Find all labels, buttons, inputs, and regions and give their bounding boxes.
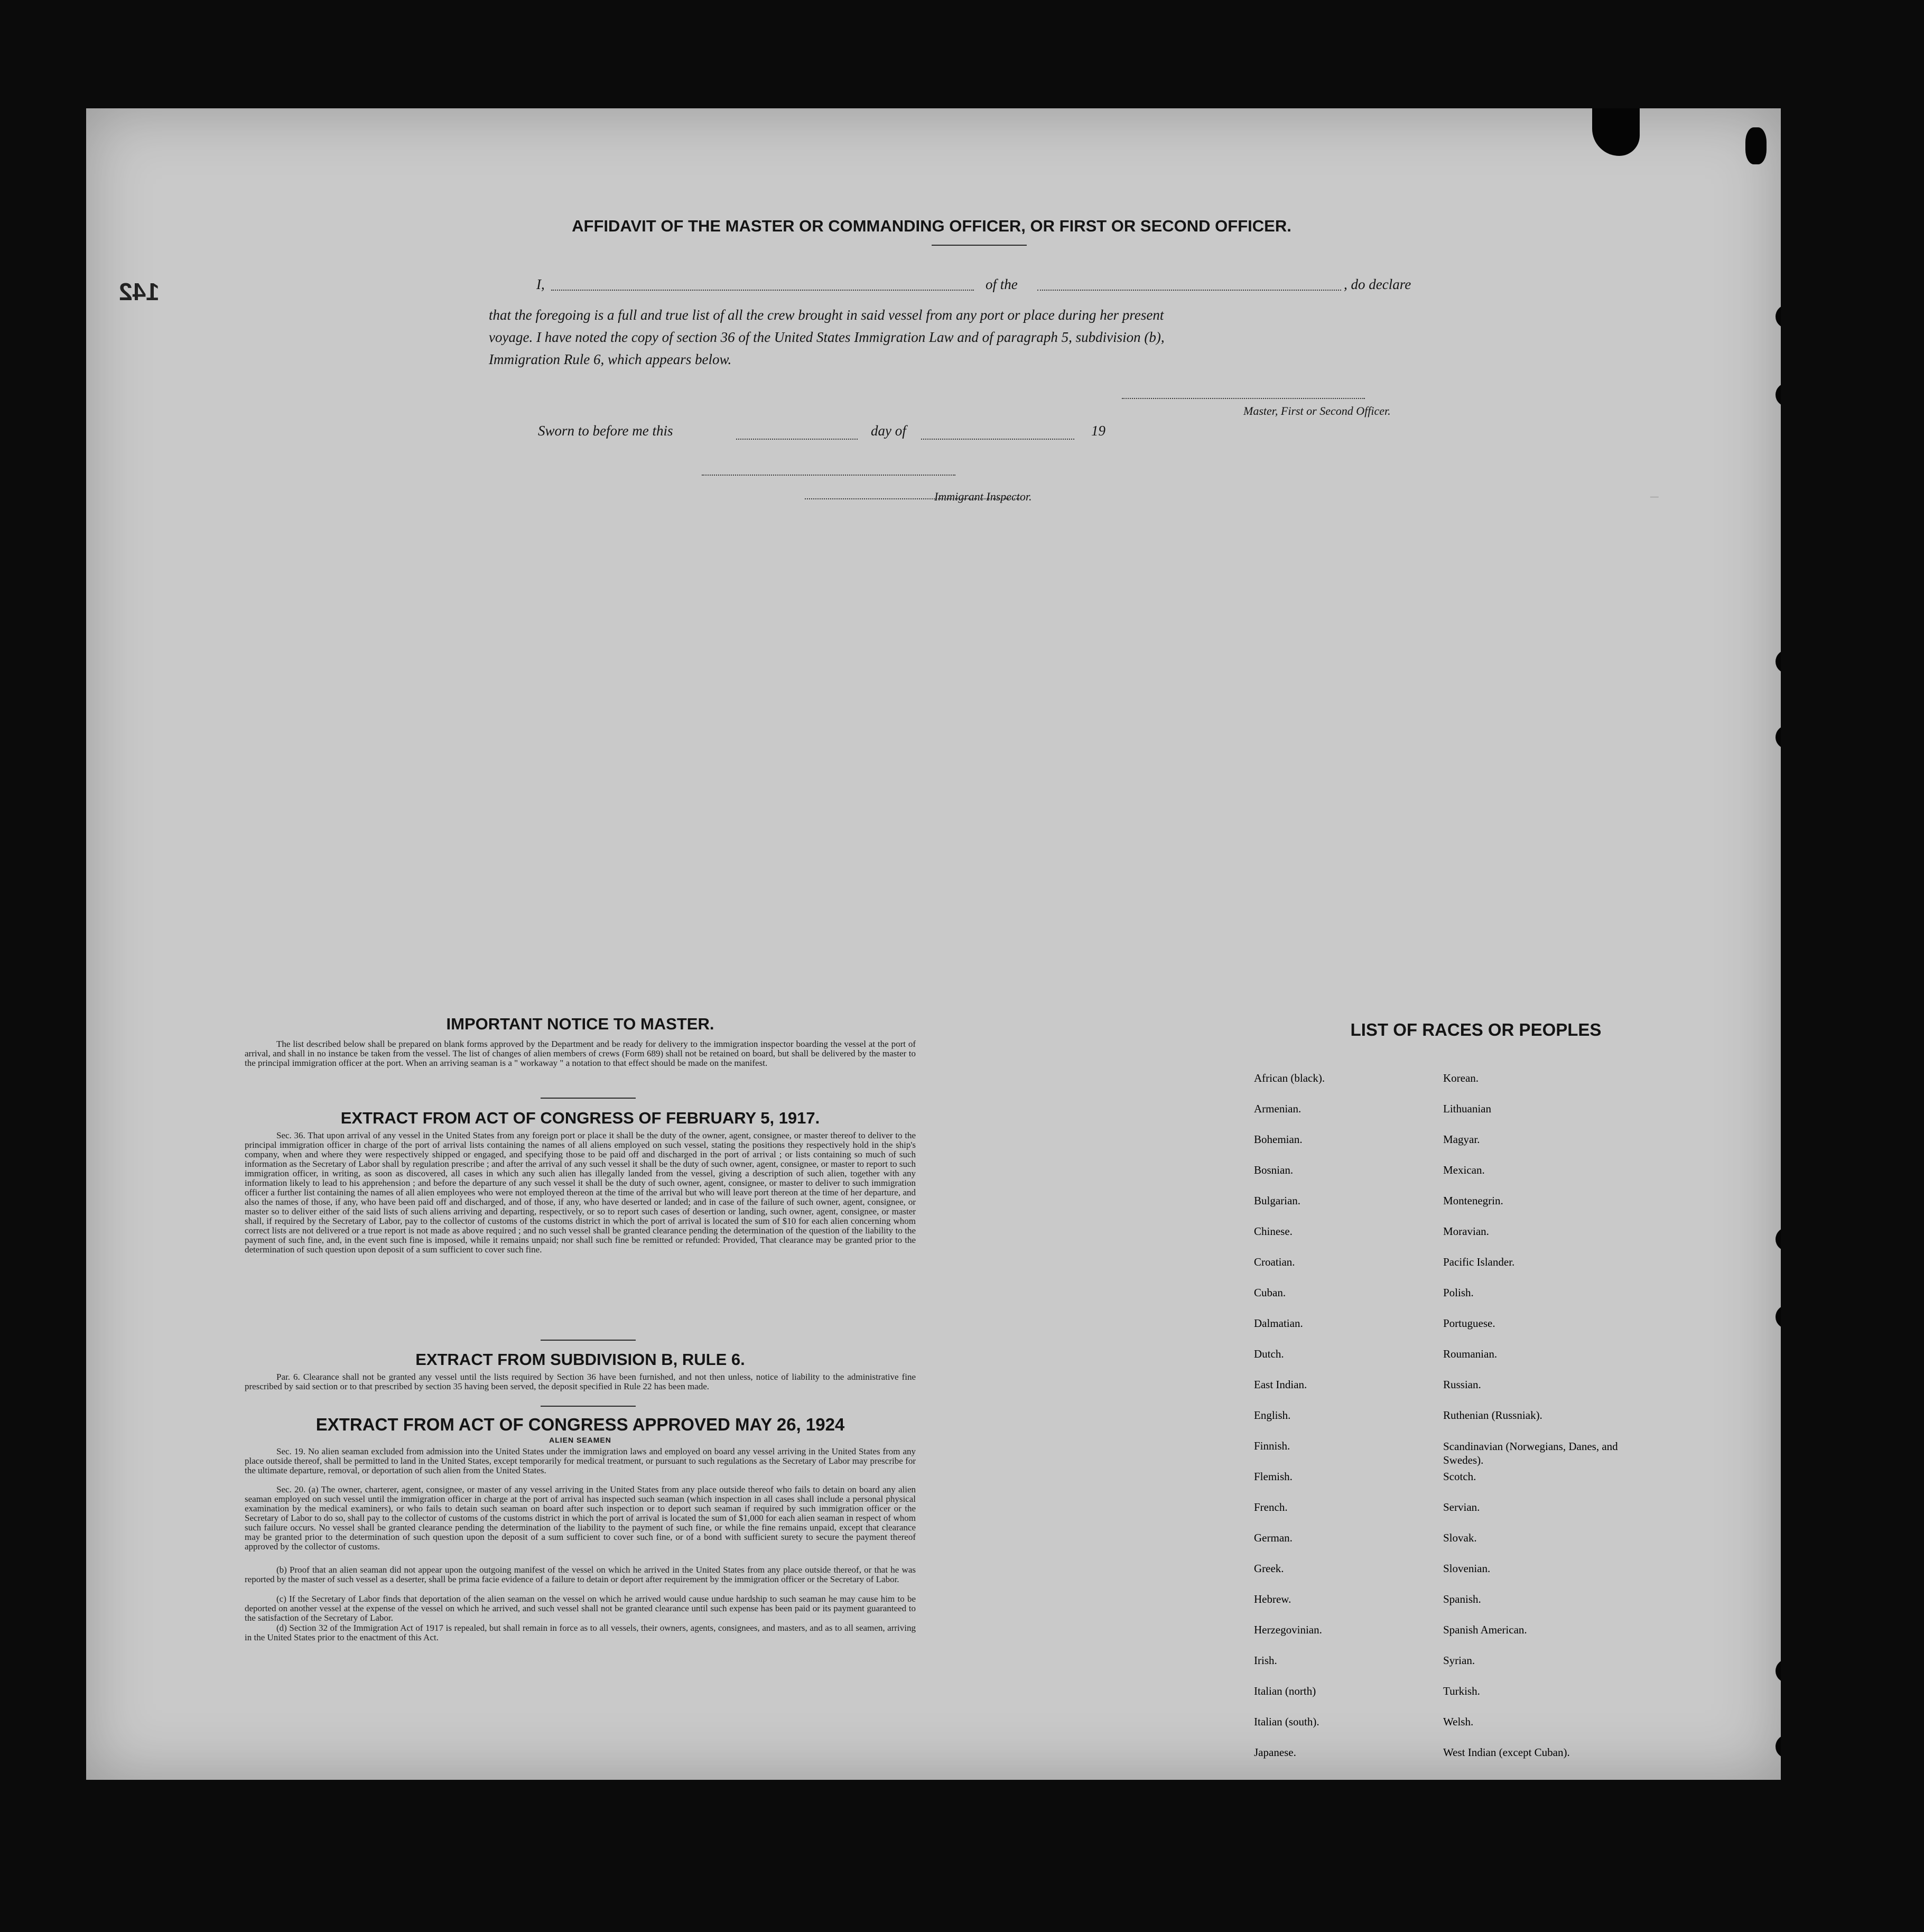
race-item: Ruthenian (Russniak). bbox=[1443, 1409, 1542, 1422]
race-item: Mexican. bbox=[1443, 1164, 1485, 1176]
punch-hole bbox=[1776, 1305, 1781, 1329]
race-item: Portuguese. bbox=[1443, 1317, 1495, 1330]
page-number: 142 bbox=[119, 278, 160, 305]
affidavit-line-3: voyage. I have noted the copy of section 36 of the United States Immigration Law and of paragraph 5, subdivision (b), bbox=[489, 329, 1165, 345]
race-item: Finnish. bbox=[1254, 1439, 1290, 1452]
damage-blot bbox=[1745, 127, 1767, 164]
race-item: Servian. bbox=[1443, 1501, 1480, 1513]
divider bbox=[932, 245, 1027, 246]
race-item: Scandinavian (Norwegians, Danes, and Swedes). bbox=[1443, 1440, 1618, 1466]
affidavit-line-2: that the foregoing is a full and true list of all the crew brought in said vessel from any port or place during her present bbox=[489, 307, 1164, 323]
affidavit-do-declare: , do declare bbox=[1344, 276, 1411, 292]
inspector-signature-field[interactable] bbox=[702, 475, 955, 476]
race-item: Croatian. bbox=[1254, 1256, 1295, 1268]
race-item: French. bbox=[1254, 1501, 1288, 1513]
punch-hole bbox=[1776, 305, 1781, 328]
race-item: Spanish American. bbox=[1443, 1623, 1527, 1636]
race-item: Bohemian. bbox=[1254, 1133, 1303, 1146]
notice-body: The list described below shall be prepared on blank forms approved by the Department and be ready for delivery to the immigration inspector boarding the vessel at the port of arrival, and shall in no instance be taken from the vessel. The list of changes of alien members of crews (Form 689) shall not be retained on board, but shall be delivered by the master to the principal immigration officer at the port. When an arriving seaman is a " workaway " a notation to that effect should be made on the manifest. bbox=[245, 1039, 916, 1068]
master-signature-field[interactable] bbox=[1122, 398, 1365, 399]
race-item: Herzegovinian. bbox=[1254, 1623, 1322, 1636]
race-item: Welsh. bbox=[1443, 1715, 1474, 1728]
race-item: Slovenian. bbox=[1443, 1562, 1491, 1575]
race-item: Slovak. bbox=[1443, 1531, 1477, 1544]
affidavit-i-label: I, bbox=[536, 276, 545, 292]
sworn-label: Sworn to before me this bbox=[538, 423, 673, 439]
race-item: Italian (south). bbox=[1254, 1715, 1319, 1728]
extract-rule6-title: EXTRACT FROM SUBDIVISION B, RULE 6. bbox=[415, 1350, 745, 1369]
punch-hole bbox=[1776, 1735, 1781, 1758]
race-item: Scotch. bbox=[1443, 1470, 1476, 1483]
sworn-month-field[interactable] bbox=[921, 439, 1074, 440]
divider bbox=[541, 1406, 636, 1407]
race-item: Flemish. bbox=[1254, 1470, 1293, 1483]
race-item: English. bbox=[1254, 1409, 1291, 1422]
divider bbox=[541, 1098, 636, 1099]
extract-1924-sec20d: (d) Section 32 of the Immigration Act of 1917 is repealed, but shall remain in force as to all vessels, their owners, agents, consignees, and masters, and as to all seamen, arriving in the United States prior to the enactment of this Act. bbox=[245, 1623, 916, 1642]
extract-1924-sec20a: Sec. 20. (a) The owner, charterer, agent, consignee, or master of any vessel arriving in the United States from any place outside thereof who fails to detain on board any alien seaman employed on such vessel until the immigration officer in charge at the port of arrival has inspected such seaman (which inspection in all cases shall include a personal physical examination by the medical examiners), or who fails to detain such seaman on board after such inspection or to deport such seaman if required by such immigration officer or the Secretary of Labor to do so, shall pay to the collector of customs of the customs district in which the port of arrival is located the sum of $1,000 for each alien seaman in respect of whom such failure occurs. No vessel shall be granted clearance pending the determination of the liability to the payment of such fine, or while the fine remains unpaid, except that clearance may be granted prior to the determination of such question upon the deposit of a sum sufficient to cover such fine, or of a bond with sufficient surety to secure the payment thereof approved by the collector of customs. bbox=[245, 1484, 916, 1552]
punch-hole bbox=[1776, 1228, 1781, 1251]
race-item: Russian. bbox=[1443, 1378, 1481, 1391]
notice-title: IMPORTANT NOTICE TO MASTER. bbox=[446, 1015, 714, 1033]
race-item: German. bbox=[1254, 1531, 1293, 1544]
race-item: Turkish. bbox=[1443, 1685, 1480, 1697]
race-item: Cuban. bbox=[1254, 1286, 1286, 1299]
races-column-1 bbox=[1254, 1072, 1434, 1777]
race-item: Irish. bbox=[1254, 1654, 1277, 1667]
race-item: African (black). bbox=[1254, 1072, 1325, 1084]
divider bbox=[541, 1340, 636, 1341]
extract-rule6-body: Par. 6. Clearance shall not be granted any vessel until the lists required by Section 36 have been furnished, and not then unless, notice of liability to the administrative fine prescribed by said section or to that prescribed by section 35 having been served, the deposit specified in Rule 22 has been made. bbox=[245, 1372, 916, 1391]
extract-1924-sec20c: (c) If the Secretary of Labor finds that deportation of the alien seaman on the vessel on which he arrived would cause undue hardship to such seaman he may cause him to be deported on another vessel at the expense of the vessel on which he arrived, and such vessel shall not be granted clearance until such expense has been paid or its payment guaranteed to the satisfaction of the Secretary of Labor. bbox=[245, 1594, 916, 1623]
bleed-through-mark: — bbox=[1650, 489, 1659, 505]
race-item: Pacific Islander. bbox=[1443, 1256, 1515, 1268]
damage-blot bbox=[1592, 108, 1640, 156]
race-item: Bosnian. bbox=[1254, 1164, 1294, 1176]
affidavit-line-4: Immigration Rule 6, which appears below. bbox=[489, 351, 732, 367]
affidavit-of-the-label: of the bbox=[986, 276, 1018, 292]
master-name-field[interactable] bbox=[551, 290, 974, 291]
inspector-signature-label: Immigrant Inspector. bbox=[934, 490, 1032, 503]
race-item: Dutch. bbox=[1254, 1348, 1284, 1360]
race-item: Armenian. bbox=[1254, 1102, 1302, 1115]
vessel-name-field[interactable] bbox=[1037, 290, 1341, 291]
race-item: Greek. bbox=[1254, 1562, 1284, 1575]
extract-1924-sec20b: (b) Proof that an alien seaman did not appear upon the outgoing manifest of the vessel on which he arrived in the United States from any place outside thereof, or that he was reported by the master of such vessel as a deserter, shall be prima facie evidence of a failure to detain or deport after requirement by the immigration officer or the Secretary of Labor. bbox=[245, 1565, 916, 1584]
race-item: Montenegrin. bbox=[1443, 1194, 1503, 1207]
extract-1924-sec19: Sec. 19. No alien seaman excluded from admission into the United States under the immigration laws and employed on board any vessel arriving in the United States from any place outside thereof, shall be permitted to land in the United States, except temporarily for medical treatment, or pursuant to such regulations as the Secretary of Labor may prescribe for the ultimate departure, removal, or deportation of such alien from the United States. bbox=[245, 1446, 916, 1475]
punch-hole bbox=[1776, 726, 1781, 749]
race-item: Italian (north) bbox=[1254, 1685, 1316, 1697]
race-item: Chinese. bbox=[1254, 1225, 1293, 1238]
race-item: Magyar. bbox=[1443, 1133, 1480, 1146]
sworn-day-field[interactable] bbox=[736, 439, 858, 440]
race-item: Spanish. bbox=[1443, 1593, 1481, 1605]
race-item: Moravian. bbox=[1443, 1225, 1489, 1238]
extract-1924-title: EXTRACT FROM ACT OF CONGRESS APPROVED MAY 26, 1924 bbox=[315, 1415, 845, 1434]
race-item: West Indian (except Cuban). bbox=[1443, 1746, 1570, 1759]
manifest-sheet bbox=[86, 108, 1781, 1780]
race-item: Syrian. bbox=[1443, 1654, 1475, 1667]
race-item: East Indian. bbox=[1254, 1378, 1307, 1391]
extract-1924-subtitle: ALIEN SEAMEN bbox=[549, 1436, 611, 1444]
extract-1917-body: Sec. 36. That upon arrival of any vessel in the United States from any foreign port or place it shall be the duty of the owner, agent, consignee, or master thereof to deliver to the principal immigration officer in charge of the port of arrival lists containing the names of all aliens employed on such vessel, stating the positions they respectively hold in the ship's company, when and where they were respectively shipped or engaged, and specifying those to be paid off and discharged in the port of arrival ; or lists containing so much of such information as the Secretary of Labor shall by regulation prescribe ; and after the arrival of any such vessel it shall be the duty of such owner, agent, consignee, or master to report to such immigration officer, in writing, as soon as discovered, all cases in which any such alien has illegally landed from the vessel, giving a description of such alien, together with any information likely to lead to his apprehension ; and before the departure of any such vessel it shall be the duty of such owner, agent, consignee, or master to deliver to such immigration officer a further list containing the names of all alien employees who were not employed thereon at the time of the arrival but who will leave port thereon at the time of her departure, and also the names of those, if any, who have been paid off and discharged, and of those, if any, who have deserted or landed; and in case of the failure of such owner, agent, consignee, or master so to deliver either of the said lists of such aliens arriving and departing, respectively, or so to report such cases of desertion or landing, such owner, agent, consignee, or master shall, if required by the Secretary of Labor, pay to the collector of customs of the customs district in which the port of arrival is located the sum of $10 for each alien concerning whom correct lists are not delivered or a true report is not made as above required ; and no such vessel shall be granted clearance pending the determination of the question of the liability to the payment of such fine, and, in the event such fine is imposed, while it remains unpaid; nor shall such fine be remitted or refunded: Provided, That clearance may be granted prior to the determination of such question upon deposit of a sum sufficient to cover such fine. bbox=[245, 1130, 916, 1255]
race-item: Polish. bbox=[1443, 1286, 1474, 1299]
race-item: Roumanian. bbox=[1443, 1348, 1498, 1360]
race-item: Bulgarian. bbox=[1254, 1194, 1301, 1207]
master-signature-label: Master, First or Second Officer. bbox=[1243, 404, 1391, 417]
year-label: 19 bbox=[1091, 423, 1105, 439]
affidavit-title: AFFIDAVIT OF THE MASTER OR COMMANDING OFFICER, OR FIRST OR SECOND OFFICER. bbox=[572, 217, 1291, 235]
race-item: Japanese. bbox=[1254, 1746, 1296, 1759]
races-title: LIST OF RACES OR PEOPLES bbox=[1350, 1020, 1602, 1039]
race-item: Lithuanian bbox=[1443, 1102, 1491, 1115]
punch-hole bbox=[1776, 383, 1781, 406]
punch-hole bbox=[1776, 650, 1781, 673]
races-column-2 bbox=[1443, 1072, 1644, 1777]
race-item: Korean. bbox=[1443, 1072, 1479, 1084]
race-item: Dalmatian. bbox=[1254, 1317, 1303, 1330]
extract-1917-title: EXTRACT FROM ACT OF CONGRESS OF FEBRUARY 5, 1917. bbox=[340, 1109, 820, 1127]
race-item: Hebrew. bbox=[1254, 1593, 1291, 1605]
punch-hole bbox=[1776, 1659, 1781, 1683]
day-of-label: day of bbox=[871, 423, 906, 439]
